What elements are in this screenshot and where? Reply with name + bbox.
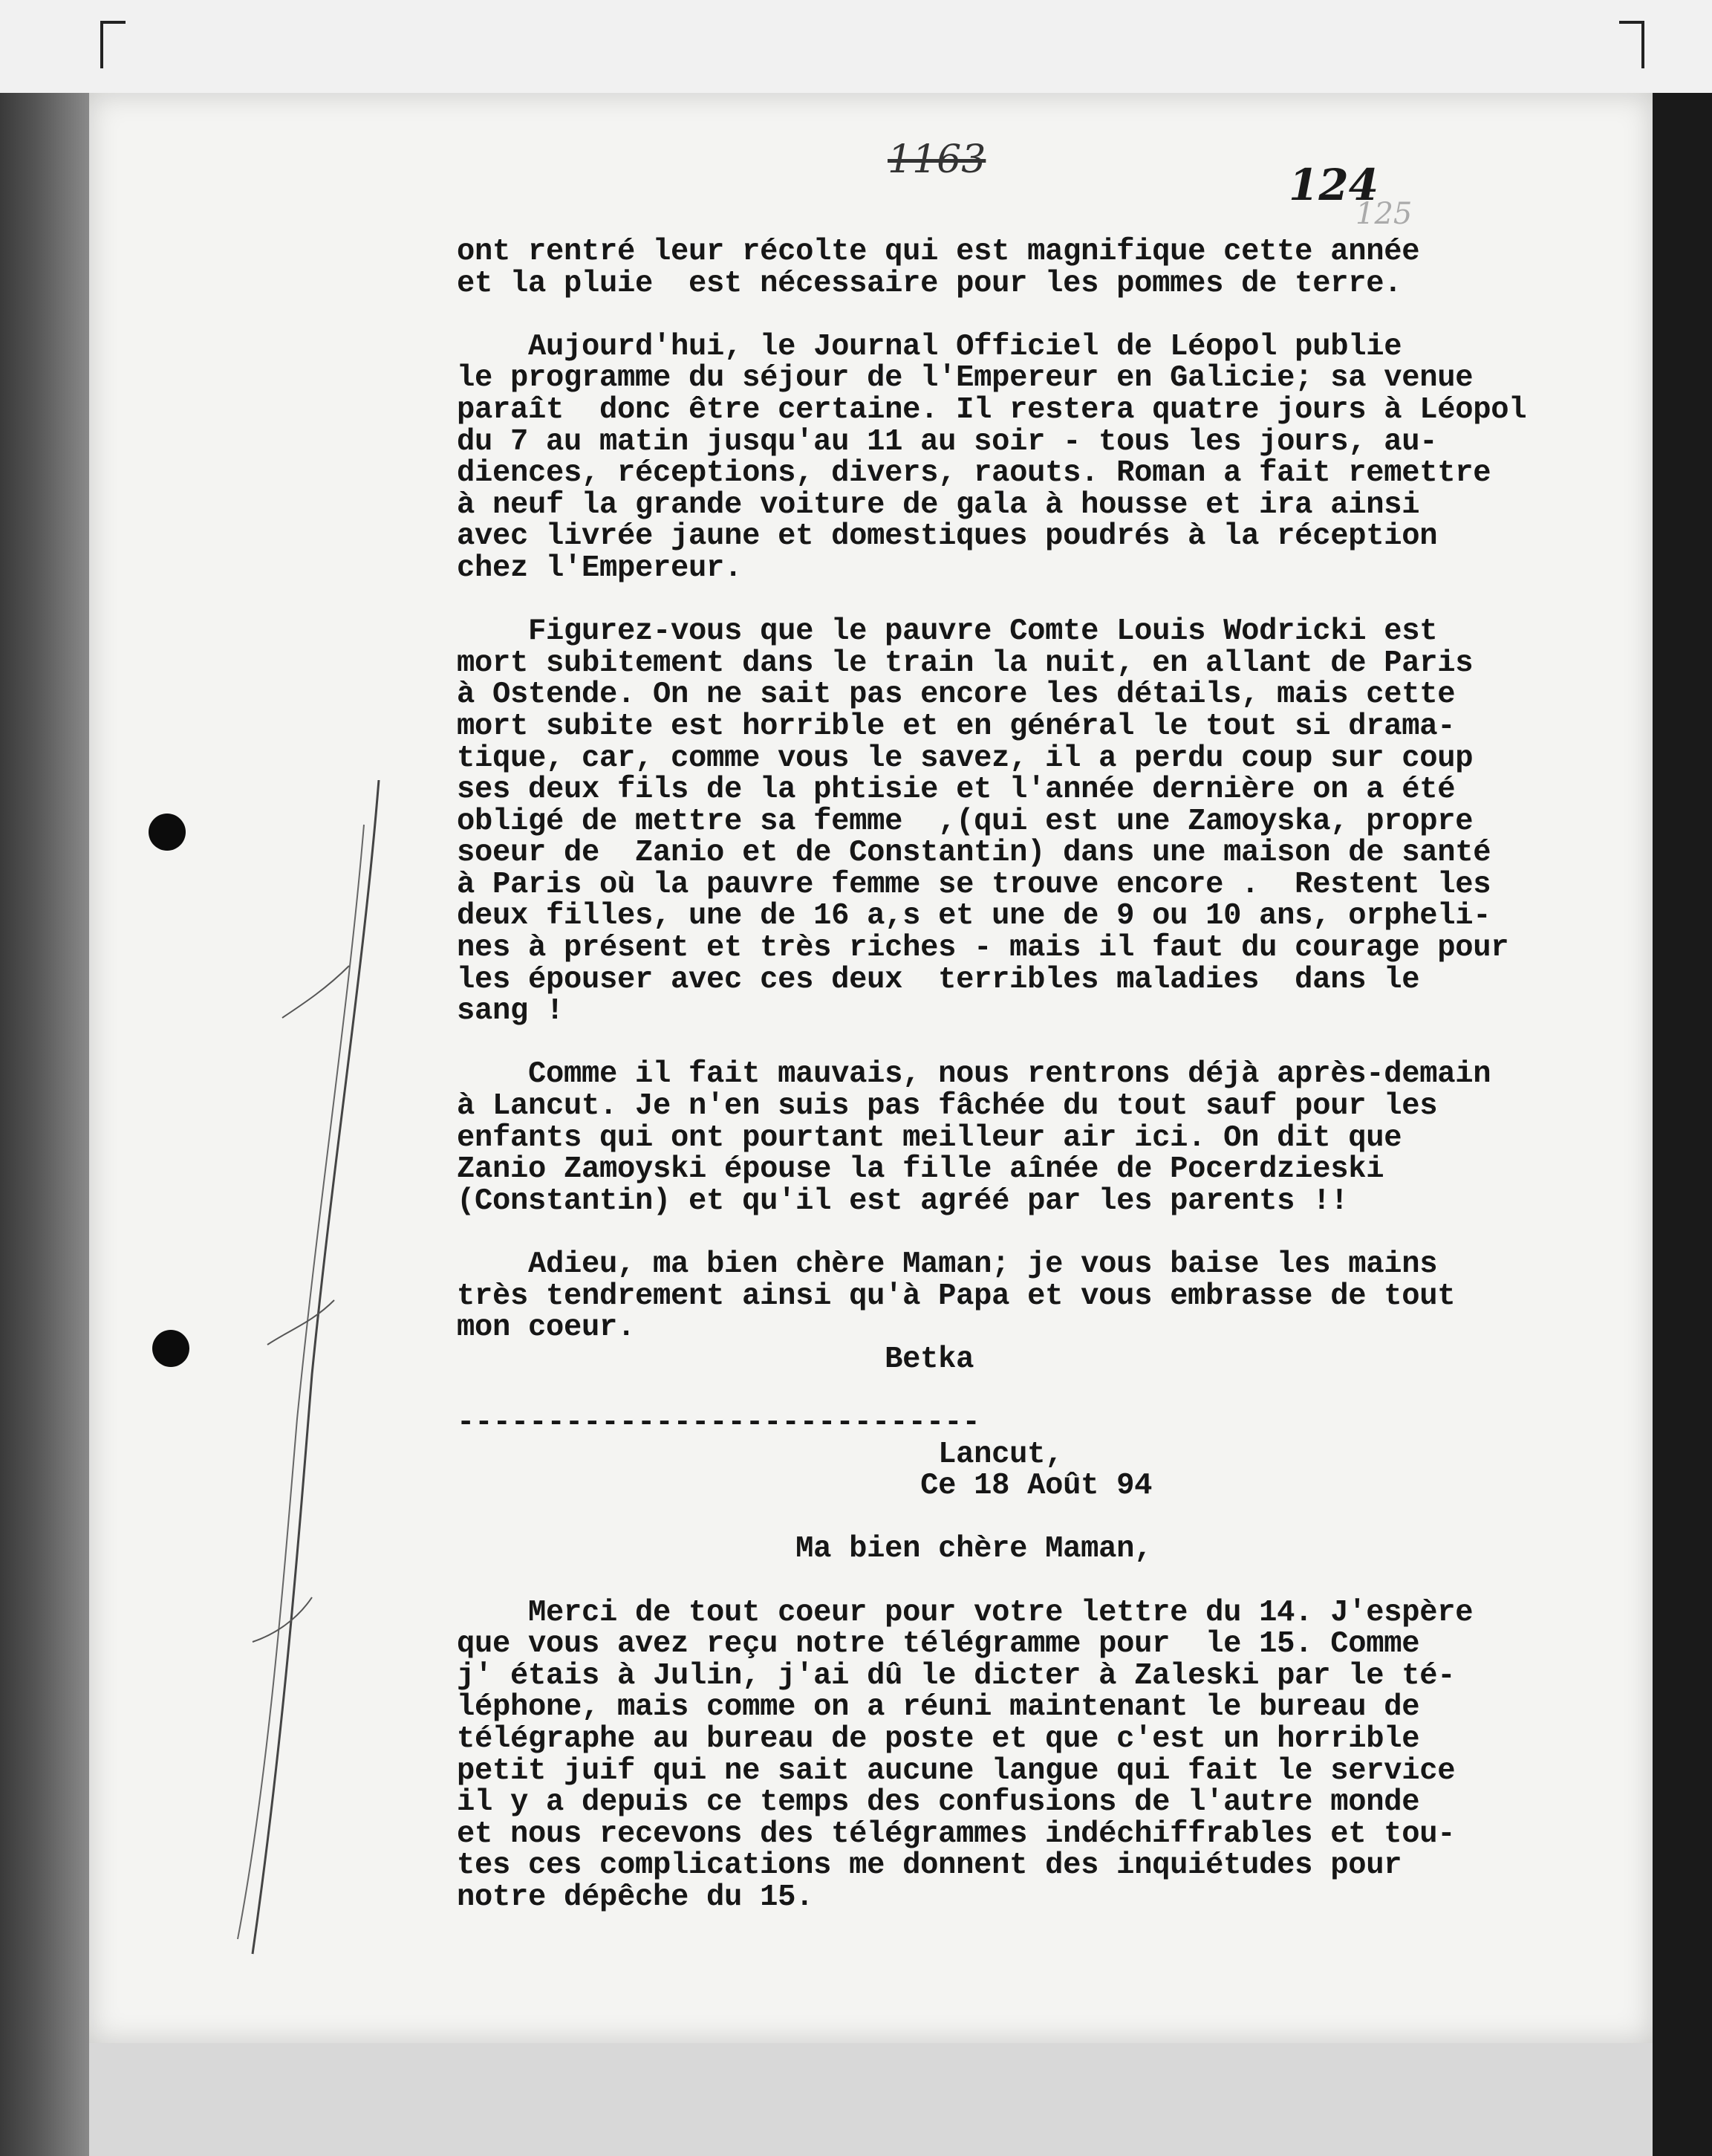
text-line: sang ! <box>457 994 564 1029</box>
text-line: petit juif qui ne sait aucune langue qui fait le service <box>457 1753 1456 1788</box>
text-line: ses deux fils de la phtisie et l'année dernière on a été <box>457 773 1456 808</box>
place-line: Lancut, <box>457 1437 1064 1472</box>
crop-mark-top-right <box>1619 21 1644 68</box>
text-line: tique, car, comme vous le savez, il a perdu coup sur coup <box>457 741 1474 776</box>
text-line: obligé de mettre sa femme ,(qui est une Zamoyska, propre <box>457 804 1474 839</box>
scan-left-edge <box>0 93 89 2156</box>
crop-mark-top-left <box>100 21 126 68</box>
paragraph-4 <box>457 1059 1601 1217</box>
separator-line: ----------------------------- <box>457 1405 980 1440</box>
salutation: Ma bien chère Maman, <box>457 1532 1153 1567</box>
text-line: et la pluie est nécessaire pour les pommes de terre. <box>457 266 1402 301</box>
text-line: à neuf la grande voiture de gala à housse et ira ainsi <box>457 487 1420 522</box>
signature: Betka <box>457 1342 974 1377</box>
text-line: Merci de tout coeur pour votre lettre du 14. J'espère <box>457 1595 1474 1630</box>
scan-right-edge <box>1653 93 1712 2156</box>
text-line: (Constantin) et qu'il est agréé par les parents !! <box>457 1183 1349 1218</box>
folio-number: 124 <box>1289 160 1379 210</box>
text-line: enfants qui ont pourtant meilleur air ici. On dit que <box>457 1120 1402 1155</box>
text-line: Comme il fait mauvais, nous rentrons déjà après-demain <box>457 1057 1491 1092</box>
text-line: que vous avez reçu notre télégramme pour le 15. Comme <box>457 1627 1420 1662</box>
paragraph-1 <box>457 236 1601 299</box>
paragraph-2 <box>457 331 1601 585</box>
date-line: Ce 18 Août 94 <box>457 1469 1153 1504</box>
faint-folio-number: 125 <box>1355 197 1413 231</box>
text-line: Figurez-vous que le pauvre Comte Louis Wodricki est <box>457 614 1438 649</box>
punch-hole-upper <box>149 814 186 851</box>
text-line: chez l'Empereur. <box>457 551 743 585</box>
paragraph-3 <box>457 616 1601 1027</box>
text-line: tes ces complications me donnent des inquiétudes pour <box>457 1848 1402 1883</box>
scan-top-margin <box>0 0 1712 93</box>
text-line: Aujourd'hui, le Journal Officiel de Léopol publie <box>457 329 1402 364</box>
crossed-page-number: 1163 <box>888 137 986 182</box>
text-line: et nous recevons des télégrammes indéchiffrables et tou- <box>457 1816 1456 1851</box>
text-line: léphone, mais comme on a réuni maintenant le bureau de <box>457 1690 1420 1725</box>
text-line: très tendrement ainsi qu'à Papa et vous embrasse de tout <box>457 1279 1456 1314</box>
text-line: avec livrée jaune et domestiques poudrés à la réception <box>457 519 1438 554</box>
text-line: Adieu, ma bien chère Maman; je vous baise les mains <box>457 1247 1438 1282</box>
text-line: diences, réceptions, divers, raouts. Roman a fait remettre <box>457 456 1491 491</box>
text-line: le programme du séjour de l'Empereur en Galicie; sa venue <box>457 361 1474 396</box>
paragraph-5 <box>457 1249 1601 1344</box>
text-line: Zanio Zamoyski épouse la fille aînée de Pocerdzieski <box>457 1152 1384 1187</box>
text-line: nes à présent et très riches - mais il faut du courage pour <box>457 931 1509 966</box>
text-line: du 7 au matin jusqu'au 11 au soir - tous les jours, au- <box>457 424 1438 459</box>
text-line: à Ostende. On ne sait pas encore les détails, mais cette <box>457 678 1456 712</box>
paragraph-6 <box>457 1597 1601 1914</box>
text-line: mort subite est horrible et en général le tout si drama- <box>457 709 1456 744</box>
text-line: ont rentré leur récolte qui est magnifique cette année <box>457 235 1420 269</box>
text-line: soeur de Zanio et de Constantin) dans une maison de santé <box>457 836 1491 871</box>
text-line: mon coeur. <box>457 1311 636 1345</box>
text-line: les épouser avec ces deux terribles maladies dans le <box>457 962 1420 997</box>
text-line: deux filles, une de 16 a,s et une de 9 ou 10 ans, orpheli- <box>457 899 1491 934</box>
scan-bottom-edge <box>89 2043 1653 2156</box>
text-line: notre dépêche du 15. <box>457 1880 814 1915</box>
text-line: il y a depuis ce temps des confusions de l'autre monde <box>457 1785 1420 1820</box>
punch-hole-lower <box>152 1330 189 1367</box>
text-line: à Paris où la pauvre femme se trouve encore . Restent les <box>457 867 1491 902</box>
text-line: j' étais à Julin, j'ai dû le dicter à Zaleski par le té- <box>457 1658 1456 1693</box>
text-line: télégraphe au bureau de poste et que c'est un horrible <box>457 1721 1420 1756</box>
pencil-scribble-marks <box>193 780 401 1969</box>
text-line: à Lancut. Je n'en suis pas fâchée du tout sauf pour les <box>457 1089 1438 1124</box>
text-line: mort subitement dans le train la nuit, en allant de Paris <box>457 646 1474 681</box>
letter-text <box>457 236 1601 1913</box>
text-line: paraît donc être certaine. Il restera quatre jours à Léopol <box>457 392 1527 427</box>
